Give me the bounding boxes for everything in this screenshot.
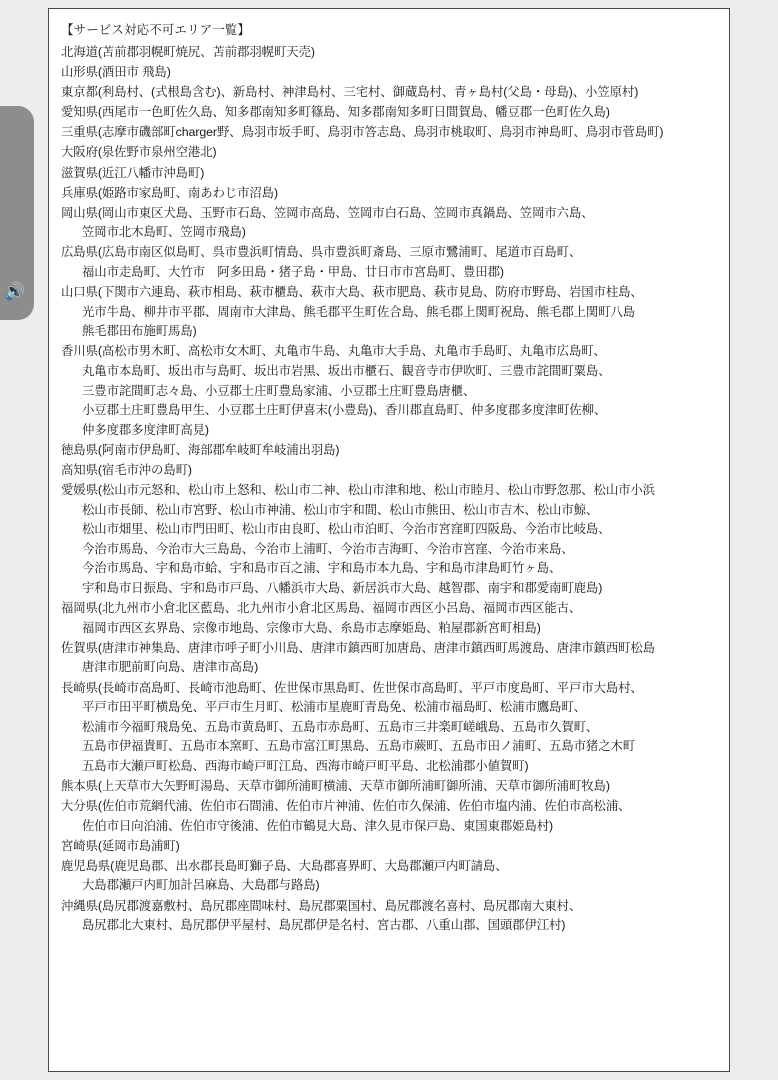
prefecture-line-continued: 五島市伊福貴町、五島市本窯町、五島市富江町黒島、五島市蕨町、五島市田ノ浦町、五島市猪之木町: [82, 739, 636, 754]
document-body: [49, 9, 729, 944]
document-title: 【サービス対応不可エリア一覧】: [61, 23, 251, 37]
speaker-icon: 🔊: [4, 282, 26, 301]
prefecture-line-continued: 丸亀市本島町、坂出市与島町、坂出市岩黒、坂出市櫃石、観音寺市伊吹町、三豊市詫間町粟島、: [82, 364, 611, 378]
prefecture-entry: [61, 164, 719, 184]
prefecture-line: 愛知県(西尾市一色町佐久島、知多郡南知多町篠島、知多郡南知多町日間賀島、幡豆郡一色町佐久島): [61, 105, 610, 120]
prefecture-line-continued: 熊毛郡田布施町馬島): [82, 324, 197, 339]
prefecture-entry: [61, 83, 719, 103]
prefecture-entry: [61, 639, 719, 678]
prefecture-line-continued: 今治市馬島、今治市大三島島、今治市上浦町、今治市吉海町、今治市宮窪、今治市来島、: [82, 541, 574, 556]
prefecture-entry: [61, 441, 719, 461]
prefecture-line: 高知県(宿毛市沖の島町): [61, 462, 192, 477]
prefecture-line: 大分県(佐伯市荒網代浦、佐伯市石間浦、佐伯市片神浦、佐伯市久保浦、佐伯市塩内浦、佐伯市高松浦、: [61, 799, 631, 814]
prefecture-line-continued: 唐津市肥前町向島、唐津市高島): [82, 660, 259, 675]
prefecture-line-continued: 佐伯市日向泊浦、佐伯市守後浦、佐伯市鶴見大島、津久見市保戸島、東国東郡姫島村): [82, 818, 554, 833]
prefecture-line-continued: 大島郡瀬戸内町加計呂麻島、大島郡与路島): [82, 878, 320, 893]
prefecture-line: 沖縄県(島尻郡渡嘉敷村、島尻郡座間味村、島尻郡粟国村、島尻郡渡名喜村、島尻郡南大東村、: [61, 898, 582, 913]
prefecture-line: 熊本県(上天草市大矢野町湯島、天草市御所浦町横浦、天草市御所浦町御所浦、天草市御所浦町牧島): [61, 778, 610, 793]
prefecture-line: 香川県(高松市男木町、高松市女木町、丸亀市牛島、丸亀市大手島、丸亀市手島町、丸亀市広島町、: [61, 344, 606, 359]
prefecture-list: [61, 43, 719, 936]
prefecture-line: 鹿児島県(鹿児島郡、出水郡長島町獅子島、大島郡喜界町、大島郡瀬戸内町請島、: [61, 858, 508, 873]
prefecture-line: 三重県(志摩市磯部町charger野、鳥羽市坂手町、鳥羽市答志島、鳥羽市桃取町、鳥羽市神島町、鳥羽市菅島町): [61, 125, 664, 140]
prefecture-entry: [61, 283, 719, 342]
prefecture-line: 滋賀県(近江八幡市沖島町): [61, 165, 205, 180]
prefecture-entry: [61, 481, 719, 599]
prefecture-line-continued: 島尻郡北大東村、島尻郡伊平屋村、島尻郡伊是名村、宮古郡、八重山郡、国頭郡伊江村): [82, 918, 566, 933]
prefecture-line-continued: 松山市長師、松山市宮野、松山市神浦、松山市宇和間、松山市熊田、松山市吉木、松山市鯨、: [82, 502, 599, 517]
prefecture-entry: [61, 897, 719, 936]
prefecture-line: 福岡県(北九州市小倉北区藍島、北九州市小倉北区馬島、福岡市西区小呂島、福岡市西区能古、: [61, 601, 582, 616]
prefecture-line-continued: 五島市大瀬戸町松島、西海市崎戸町江島、西海市崎戸町平島、北松浦郡小値賀町): [82, 758, 529, 773]
prefecture-entry: [61, 63, 719, 83]
prefecture-entry: [61, 599, 719, 638]
prefecture-line-continued: 今治市馬島、宇和島市蛤、宇和島市百之浦、宇和島市本九島、宇和島市津島町竹ヶ島、: [82, 561, 562, 576]
prefecture-line-continued: 松浦市今福町飛島免、五島市黄島町、五島市赤島町、五島市三井楽町嵯峨島、五島市久賀町、: [82, 719, 599, 734]
prefecture-entry: [61, 243, 719, 282]
prefecture-entry: [61, 143, 719, 163]
prefecture-line-continued: 福山市走島町、大竹市 阿多田島・猪子島・甲島、廿日市市宮島町、豊田郡): [82, 265, 504, 280]
prefecture-entry: [61, 857, 719, 896]
prefecture-line-continued: 三豊市詫間町志々島、小豆郡土庄町豊島家浦、小豆郡土庄町豊島唐櫃、: [82, 383, 476, 398]
prefecture-entry: [61, 777, 719, 797]
prefecture-entry: [61, 184, 719, 204]
prefecture-line: 徳島県(阿南市伊島町、海部郡牟岐町牟岐浦出羽島): [61, 442, 340, 457]
prefecture-line-continued: 小豆郡土庄町豊島甲生、小豆郡土庄町伊喜末(小豊島)、香川郡直島町、仲多度郡多度津町佐柳、: [82, 403, 607, 418]
prefecture-entry: [61, 679, 719, 777]
prefecture-entry: [61, 123, 719, 143]
prefecture-line: 佐賀県(唐津市神集島、唐津市呼子町小川島、唐津市鎮西町加唐島、唐津市鎮西町馬渡島、唐津市鎮西町松島: [61, 640, 655, 655]
prefecture-line: 兵庫県(姫路市家島町、南あわじ市沼島): [61, 185, 278, 200]
prefecture-line-continued: 平戸市田平町横島免、平戸市生月町、松浦市星鹿町青島免、松浦市福島町、松浦市鷹島町、: [82, 700, 586, 715]
prefecture-line-continued: 仲多度郡多度津町高見): [82, 422, 209, 437]
prefecture-entry: [61, 204, 719, 243]
prefecture-line: 愛媛県(松山市元怒和、松山市上怒和、松山市二神、松山市津和地、松山市睦月、松山市野忽那、松山市小浜: [61, 483, 655, 498]
prefecture-line-continued: 笠岡市北木島町、笠岡市飛島): [82, 225, 246, 240]
prefecture-line: 山口県(下関市六連島、萩市相島、萩市櫃島、萩市大島、萩市肥島、萩市見島、防府市野島、岩国市柱島、: [61, 285, 643, 300]
prefecture-line: 広島県(広島市南区似島町、呉市豊浜町情島、呉市豊浜町斎島、三原市鷺浦町、尾道市百島町、: [61, 245, 582, 260]
prefecture-line-continued: 福岡市西区玄界島、宗像市地島、宗像市大島、糸島市志摩姫島、粕屋郡新宮町相島): [82, 620, 541, 635]
prefecture-line: 大阪府(泉佐野市泉州空港北): [61, 145, 217, 160]
prefecture-line: 北海道(苫前郡羽幌町焼尻、苫前郡羽幌町天売): [61, 45, 315, 59]
prefecture-entry: [61, 461, 719, 481]
prefecture-entry: [61, 837, 719, 857]
prefecture-line: 宮崎県(延岡市島浦町): [61, 838, 180, 853]
prefecture-line: 東京都(利島村、(式根島含む)、新島村、神津島村、三宅村、御蔵島村、青ヶ島村(父島・母島)、小笠原村): [61, 85, 639, 100]
prefecture-entry: [61, 43, 719, 63]
prefecture-line-continued: 宇和島市日振島、宇和島市戸島、八幡浜市大島、新居浜市大島、越智郡、南宇和郡愛南町鹿島): [82, 581, 603, 596]
side-panel-handle[interactable]: [0, 106, 34, 320]
service-unavailable-area-document: [48, 8, 730, 1072]
prefecture-entry: [61, 797, 719, 836]
prefecture-line-continued: 光市牛島、柳井市平郡、周南市大津島、熊毛郡平生町佐合島、熊毛郡上関町祝島、熊毛郡上関町八島: [82, 304, 636, 319]
prefecture-line: 岡山県(岡山市東区犬島、玉野市石島、笠岡市高島、笠岡市白石島、笠岡市真鍋島、笠岡市六島、: [61, 205, 594, 220]
prefecture-entry: [61, 342, 719, 440]
prefecture-line: 山形県(酒田市 飛島): [61, 65, 171, 80]
prefecture-entry: [61, 103, 719, 123]
prefecture-line: 長崎県(長崎市高島町、長崎市池島町、佐世保市黒島町、佐世保市高島町、平戸市度島町、平戸市大島村、: [61, 680, 643, 695]
prefecture-line-continued: 松山市畑里、松山市門田町、松山市由良町、松山市泊町、今治市宮窪町四阪島、今治市比岐島、: [82, 522, 611, 537]
